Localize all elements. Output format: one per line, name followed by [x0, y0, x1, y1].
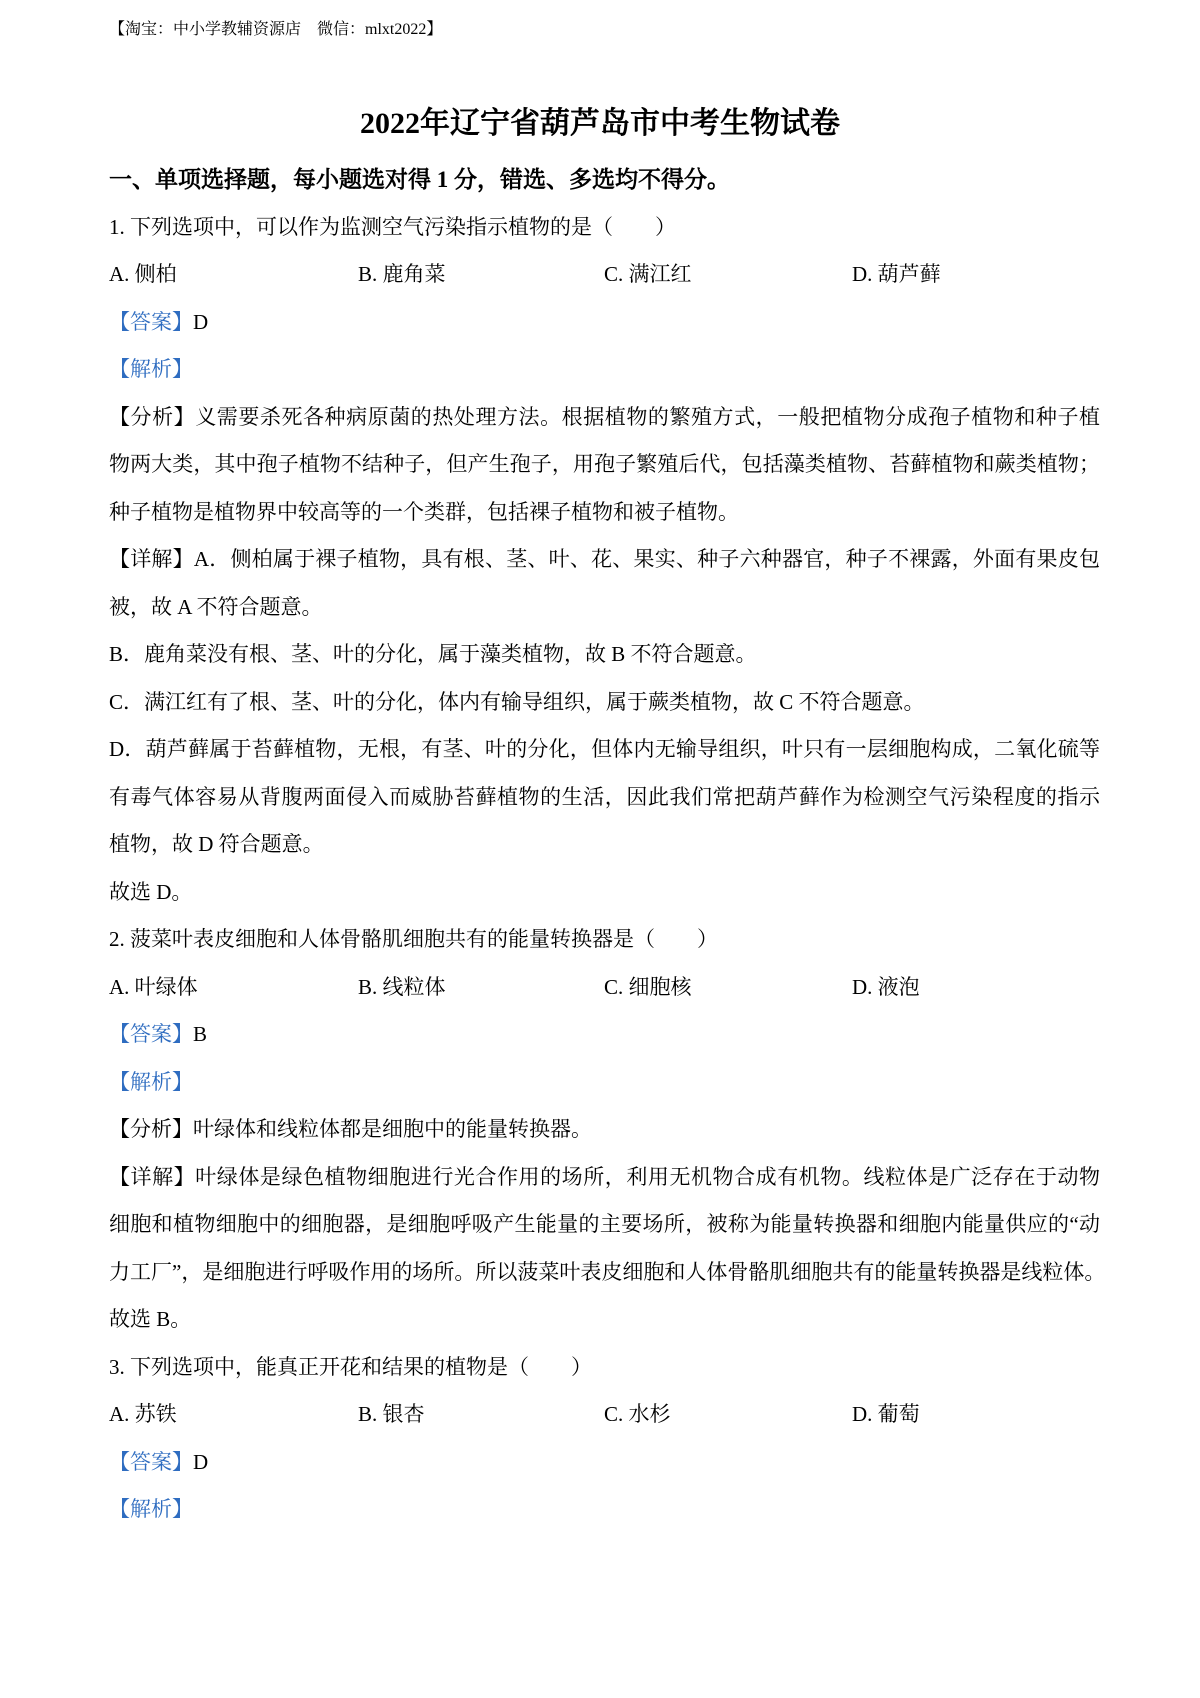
options-row: [109, 1391, 1100, 1439]
detail-line: 植物，故 D 符合题意。: [109, 832, 324, 856]
answer-value: B: [193, 1022, 208, 1046]
option-c: C. 满江红: [604, 262, 692, 286]
question-1: [109, 204, 1100, 917]
option-c: C. 细胞核: [604, 974, 692, 999]
detail-line: 【详解】A．侧柏属于裸子植物，具有根、茎、叶、花、果实、种子六种器官，种子不裸露，外面有果皮包: [109, 547, 1100, 571]
options-row: [109, 964, 1100, 1012]
detail-line: 力工厂”，是细胞进行呼吸作用的场所。所以菠菜叶表皮细胞和人体骨骼肌细胞共有的能量转换器是线粒体。: [109, 1259, 1106, 1284]
option-a: A. 苏铁: [109, 1402, 177, 1426]
detail-line: B．鹿角菜没有根、茎、叶的分化，属于藻类植物，故 B 不符合题意。: [109, 642, 757, 666]
analysis-line: 【分析】义需要杀死各种病原菌的热处理方法。根据植物的繁殖方式，一般把植物分成孢子植物和种子植: [109, 404, 1100, 429]
option-d: D. 葡萄: [852, 1402, 920, 1426]
option-d: D. 液泡: [852, 974, 920, 999]
detail-line: 【详解】叶绿体是绿色植物细胞进行光合作用的场所，利用无机物合成有机物。线粒体是广泛存在于动物: [109, 1164, 1100, 1189]
explanation-label: 【解析】: [109, 357, 193, 381]
section-heading: 一、单项选择题，每小题选对得 1 分，错选、多选均不得分。: [109, 167, 730, 192]
detail-line: C．满江红有了根、茎、叶的分化，体内有输导组织，属于蕨类植物，故 C 不符合题意。: [109, 689, 925, 714]
detail-line: 有毒气体容易从背腹两面侵入而威胁苔藓植物的生活，因此我们常把葫芦藓作为检测空气污染程度的指示: [109, 784, 1100, 809]
question-3: [109, 1344, 1100, 1534]
answer-value: D: [193, 309, 209, 334]
question-stem: 1. 下列选项中，可以作为监测空气污染指示植物的是（ ）: [109, 214, 676, 239]
exam-content: [109, 156, 1106, 1534]
answer-value: D: [193, 1449, 209, 1474]
option-a: A. 叶绿体: [109, 974, 198, 999]
option-b: B. 银杏: [358, 1402, 425, 1426]
option-c: C. 水杉: [604, 1402, 671, 1426]
explanation-label: 【解析】: [109, 1497, 193, 1521]
analysis-line: 种子植物是植物界中较高等的一个类群，包括裸子植物和被子植物。: [109, 499, 739, 524]
answer-line: [109, 1439, 1100, 1487]
explanation-label: 【解析】: [109, 1069, 193, 1094]
header-note: 【淘宝：中小学教辅资源店 微信：mlxt2022】: [109, 21, 443, 38]
analysis-line: 【分析】叶绿体和线粒体都是细胞中的能量转换器。: [109, 1117, 592, 1141]
detail-line: 被，故 A 不符合题意。: [109, 594, 323, 619]
analysis-line: 物两大类，其中孢子植物不结种子，但产生孢子，用孢子繁殖后代，包括藻类植物、苔藓植物和蕨类植物；: [109, 452, 1100, 476]
question-stem: 2. 菠菜叶表皮细胞和人体骨骼肌细胞共有的能量转换器是（ ）: [109, 927, 718, 951]
answer-line: [109, 299, 1100, 347]
answer-label: 【答案】: [109, 1449, 193, 1474]
question-2: [109, 916, 1106, 1344]
detail-line: D．葫芦藓属于苔藓植物，无根，有茎、叶的分化，但体内无输导组织，叶只有一层细胞构成，二氧化硫等: [109, 737, 1100, 761]
answer-label: 【答案】: [109, 1022, 193, 1046]
detail-line: 细胞和植物细胞中的细胞器，是细胞呼吸产生能量的主要场所，被称为能量转换器和细胞内能量供应的“动: [109, 1212, 1100, 1236]
option-b: B. 线粒体: [358, 974, 446, 999]
doc-title: 2022年辽宁省葫芦岛市中考生物试卷: [360, 107, 840, 140]
option-a: A. 侧柏: [109, 262, 177, 286]
conclusion-line: 故选 B。: [109, 1307, 192, 1331]
option-d: D. 葫芦藓: [852, 262, 941, 286]
answer-label: 【答案】: [109, 309, 193, 334]
question-stem: 3. 下列选项中，能真正开花和结果的植物是（ ）: [109, 1354, 592, 1379]
conclusion-line: 故选 D。: [109, 879, 193, 904]
options-row: [109, 251, 1100, 299]
option-b: B. 鹿角菜: [358, 262, 446, 286]
answer-line: [109, 1011, 1100, 1059]
